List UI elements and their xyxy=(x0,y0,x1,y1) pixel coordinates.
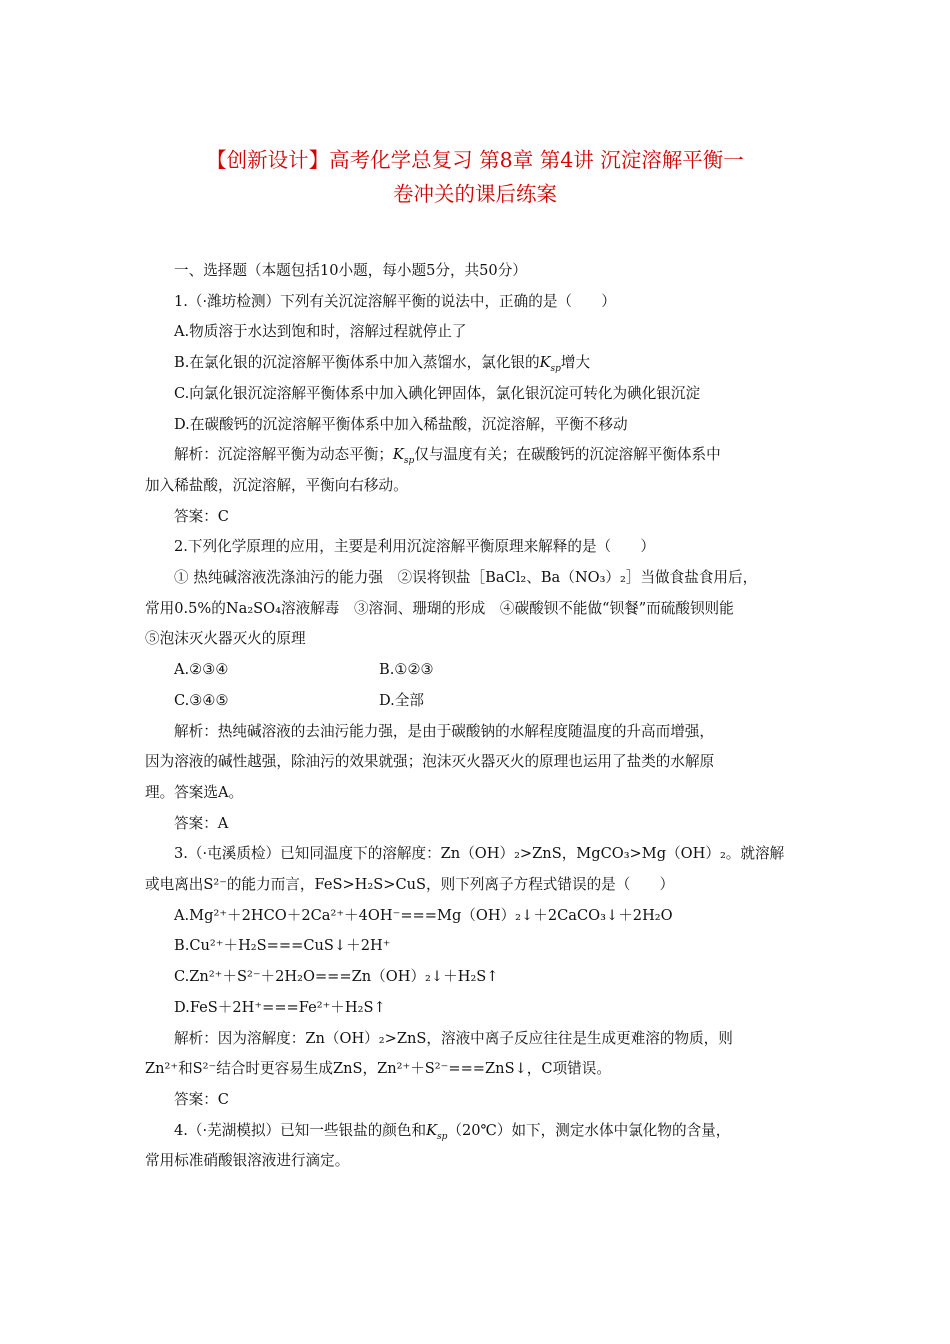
q2-statements-3: ⑤泡沫灭火器灭火的原理 xyxy=(145,630,306,648)
q4-stem: 4.（·芜湖模拟）已知一些银盐的颜色和$K_{sp}(20℃)$如下，测定水体中氯化物的含量， xyxy=(174,1121,731,1142)
q1-option-b-tail: 增大 xyxy=(560,354,591,372)
section-heading: 一、选择题（本题包括10小题，每小题5分，共50分） xyxy=(174,262,527,279)
q3-answer: 答案：C xyxy=(174,1090,229,1108)
q1-option-d: D.在碳酸钙的沉淀溶解平衡体系中加入稀盐酸，沉淀溶解，平衡不移动 xyxy=(174,415,628,433)
q3-option-b: B.Cu²⁺＋H₂S===CuS↓＋2H⁺ xyxy=(174,937,391,955)
ksp-symbol: $K_{sp}$ xyxy=(539,354,561,375)
q3-explanation: 解析：因为溶解度：Zn（OH）₂>ZnS，溶液中离子反应往往是生成更难溶的物质，则 xyxy=(174,1029,733,1047)
ksp-symbol: $K_{sp}$ xyxy=(392,446,415,467)
q1-option-b xyxy=(145,348,810,379)
q1-explanation: 解析：沉淀溶解平衡为动态平衡；$K_{sp}$仅与温度有关；在碳酸钙的沉淀溶解平衡体系中 xyxy=(174,446,721,467)
q1-option-b-text: B.在氯化银的沉淀溶解平衡体系中加入蒸馏水，氯化银的 xyxy=(174,354,540,372)
q2-explanation-end: 理。答案选A。 xyxy=(145,783,244,801)
q3-stem: 3.（·屯溪质检）已知同温度下的溶解度：Zn（OH）₂>ZnS，MgCO₃>Mg（OH）₂。就溶解 xyxy=(174,845,785,863)
q2-explanation: 解析：热纯碱溶液的去油污能力强，是由于碳酸钠的水解程度随温度的升高而增强， xyxy=(174,722,714,740)
q2-answer: 答案：A xyxy=(174,814,229,832)
q2-statements-1: ① 热纯碱溶液洗涤油污的能力强 ②误将钡盐［BaCl₂、Ba（NO₃）₂］当做食盐食用后， xyxy=(174,569,758,587)
q1-option-c: C.向氯化银沉淀溶解平衡体系中加入碘化钾固体，氯化银沉淀可转化为碘化银沉淀 xyxy=(174,384,701,402)
title-line-1: 【创新设计】高考化学总复习 第8章 第4讲 沉淀溶解平衡一 xyxy=(206,148,744,172)
q3-option-c: C.Zn²⁺＋S²⁻＋2H₂O===Zn（OH）₂↓＋H₂S↑ xyxy=(174,968,499,986)
q3-option-a: A.Mg²⁺＋2HCO＋2Ca²⁺＋4OH⁻===Mg（OH）₂↓＋2CaCO₃↓＋2H₂O xyxy=(174,906,673,924)
q2-option-c: C.③④⑤ xyxy=(174,691,229,709)
q1-answer: 答案：C xyxy=(174,507,229,525)
q2-options-row-2 xyxy=(145,686,810,717)
q3-explanation-cont: Zn²⁺和S²⁻结合时更容易生成ZnS，Zn²⁺＋S²⁻===ZnS↓，C项错误。 xyxy=(145,1060,611,1078)
q1-option-a: A.物质溶于水达到饱和时，溶解过程就停止了 xyxy=(174,323,467,341)
q2-options-row-1 xyxy=(145,655,810,686)
q1-explanation-cont: 加入稀盐酸，沉淀溶解，平衡向右移动。 xyxy=(145,476,408,494)
q2-statements-2: 常用0.5%的Na₂SO₄溶液解毒 ③溶洞、珊瑚的形成 ④碳酸钡不能做“钡餐”而硫酸钡则能 xyxy=(145,599,734,617)
q1-stem: 1.（·潍坊检测）下列有关沉淀溶解平衡的说法中，正确的是（ ） xyxy=(174,292,616,310)
q2-explanation-cont: 因为溶液的碱性越强，除油污的效果就强；泡沫灭火器灭火的原理也运用了盐类的水解原 xyxy=(145,753,715,771)
title-line-2: 卷冲关的课后练案 xyxy=(393,182,557,206)
q2-option-a: A.②③④ xyxy=(174,661,229,679)
q4-stem-cont: 常用标准硝酸银溶液进行滴定。 xyxy=(145,1152,350,1170)
document-body xyxy=(145,256,810,1177)
ksp-symbol: $K_{sp}$ xyxy=(426,1121,448,1142)
q2-option-b: B.①②③ xyxy=(379,661,434,679)
q3-option-d: D.FeS＋2H⁺===Fe²⁺＋H₂S↑ xyxy=(174,998,386,1016)
q3-stem-cont: 或电离出S²⁻的能力而言，FeS>H₂S>CuS，则下列离子方程式错误的是（ ） xyxy=(145,876,675,894)
q2-option-d: D.全部 xyxy=(379,691,425,709)
q2-stem: 2.下列化学原理的应用，主要是利用沉淀溶解平衡原理来解释的是（ ） xyxy=(174,538,655,556)
document-title xyxy=(60,143,890,211)
